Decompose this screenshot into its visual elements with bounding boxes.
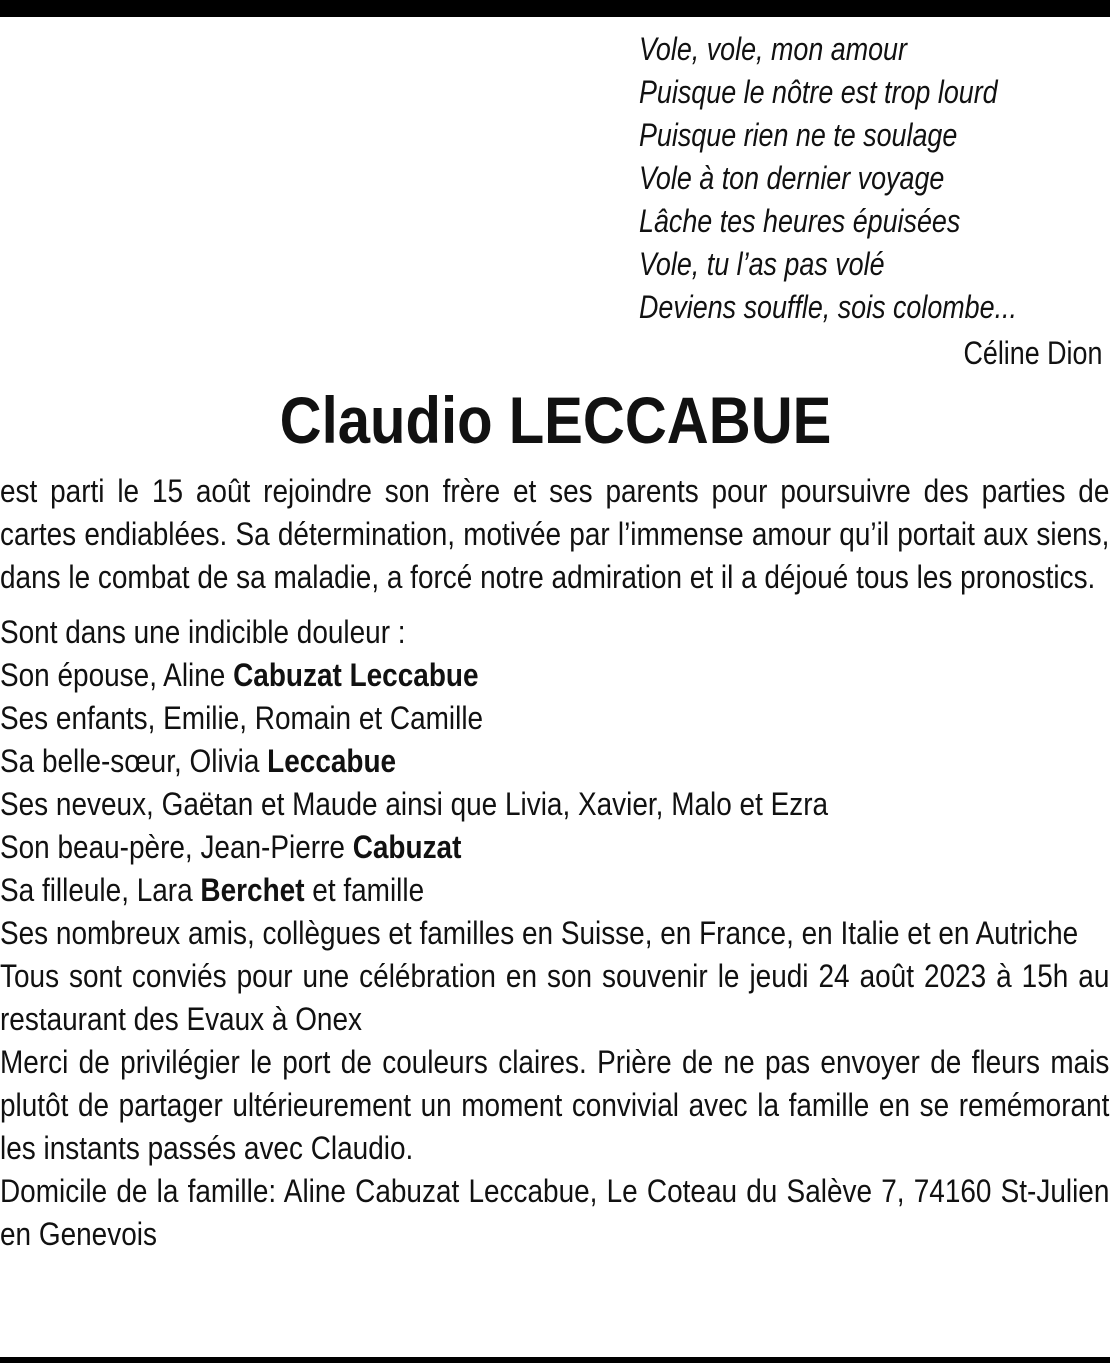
poem-epigraph — [639, 28, 1025, 329]
obituary-body — [0, 470, 1110, 1256]
poem-line: Vole, vole, mon amour — [639, 31, 907, 67]
mourner-line: Ses enfants, Emilie, Romain et Camille — [0, 700, 484, 736]
mourners-intro: Sont dans une indicible douleur : — [0, 614, 406, 650]
address-paragraph: Domicile de la famille: Aline Cabuzat Leccabue, Le Coteau du Salève 7, 74160 St-Julien en Genevois — [0, 1173, 1110, 1252]
poem-line: Vole, tu l’as pas volé — [639, 246, 885, 282]
mourner-line: Sa filleule, Lara Berchet et famille — [0, 872, 425, 908]
poem-line: Puisque rien ne te soulage — [639, 117, 958, 153]
poem-line: Lâche tes heures épuisées — [639, 203, 961, 239]
poem-line: Vole à ton dernier voyage — [639, 160, 945, 196]
deceased-name — [0, 378, 1110, 462]
mourner-line: Sa belle-sœur, Olivia Leccabue — [0, 743, 397, 779]
friends-paragraph: Ses nombreux amis, collègues et familles en Suisse, en France, en Italie et en Autriche — [0, 915, 1079, 951]
requests-paragraph: Merci de privilégier le port de couleurs claires. Prière de ne pas envoyer de fleurs mais plutôt de partager ultérieurement un moment convivial avec la famille en se remémorant les instants passés avec Claudio. — [0, 1044, 1110, 1166]
mourner-line: Son beau-père, Jean-Pierre Cabuzat — [0, 829, 462, 865]
mourner-line: Ses neveux, Gaëtan et Maude ainsi que Livia, Xavier, Malo et Ezra — [0, 786, 829, 822]
intro-paragraph: est parti le 15 août rejoindre son frère et ses parents pour poursuivre des parties de cartes endiablées. Sa détermination, motivée par l’immense amour qu’il portait aux siens, dans le combat de sa maladie, a forcé notre admiration et il a déjoué tous les pronostics. — [0, 473, 1110, 595]
ceremony-paragraph: Tous sont conviés pour une célébration en son souvenir le jeudi 24 août 2023 à 15h au restaurant des Evaux à Onex — [0, 958, 1110, 1037]
poem-line: Puisque le nôtre est trop lourd — [639, 74, 998, 110]
mourner-line: Son épouse, Aline Cabuzat Leccabue — [0, 657, 479, 693]
bottom-rule — [0, 1357, 1110, 1363]
poem-line: Deviens souffle, sois colombe... — [639, 289, 1017, 325]
deceased-name-text: Claudio LECCABUE — [279, 383, 831, 457]
poem-author: Céline Dion — [963, 335, 1102, 371]
top-rule — [0, 0, 1110, 17]
